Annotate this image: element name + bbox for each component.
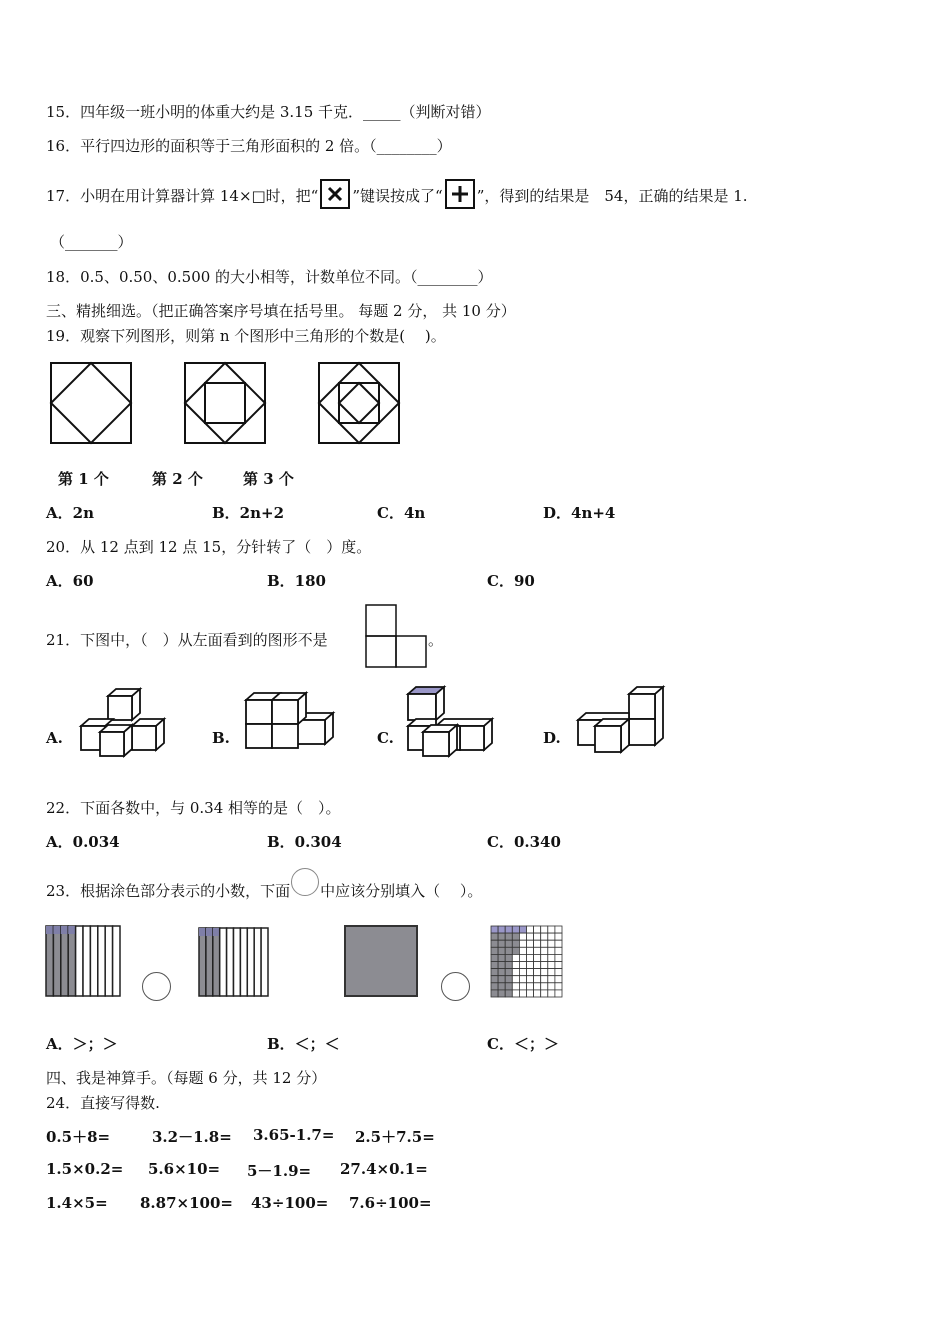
q19-option-c[interactable]: C．4n — [377, 504, 426, 522]
figure-3-diagram — [318, 362, 400, 444]
grid-cell — [548, 947, 555, 954]
calc-item: 5.6×10= — [148, 1160, 221, 1178]
grid-cell — [548, 940, 555, 947]
strip-cell — [68, 926, 75, 996]
grid-cell — [505, 976, 512, 983]
left-view-shape-diagram — [365, 604, 427, 668]
grid-cell — [534, 940, 541, 947]
strip-cell — [46, 926, 53, 996]
strip-top-tint — [213, 928, 220, 936]
compare-circle-1[interactable] — [142, 972, 171, 1001]
grid-cell — [505, 990, 512, 997]
q19-option-a[interactable]: A．2n — [46, 504, 94, 522]
grid-cell — [519, 969, 526, 976]
grid-cell — [527, 940, 534, 947]
grid-cell — [505, 969, 512, 976]
q22-option-b[interactable]: B．0.304 — [267, 833, 342, 851]
grid-cell — [519, 954, 526, 961]
grid-cell — [541, 990, 548, 997]
grid-cell — [519, 983, 526, 990]
grid-cell — [491, 947, 498, 954]
grid-cell — [505, 954, 512, 961]
grid-cell — [498, 933, 505, 940]
q21-option-d-cubes — [577, 686, 669, 758]
grid-cell — [519, 926, 526, 933]
grid-cell — [534, 962, 541, 969]
strip-cell — [61, 926, 68, 996]
grid-cell — [498, 976, 505, 983]
grid-cell — [555, 926, 562, 933]
grid-cell — [498, 962, 505, 969]
grid-cell — [555, 990, 562, 997]
strip-cell — [261, 928, 268, 996]
grid-cell — [527, 954, 534, 961]
strip-cell — [247, 928, 254, 996]
calc-item: 2.5＋7.5= — [355, 1128, 435, 1146]
q21-option-a-label[interactable]: A. — [46, 729, 63, 747]
grid-cell — [519, 962, 526, 969]
q21-option-b-label[interactable]: B. — [212, 729, 230, 747]
question-21-end: 。 — [428, 631, 444, 649]
grid-cell — [534, 990, 541, 997]
grid-cell — [548, 976, 555, 983]
question-17-part2: ”键误按成了“ — [352, 187, 443, 205]
grid-cell — [548, 954, 555, 961]
grid-cell — [491, 926, 498, 933]
grid-cell — [527, 969, 534, 976]
grid-cell — [548, 926, 555, 933]
question-17-part1: 17．小明在用计算器计算 14×□时，把“ — [46, 187, 319, 205]
strip-cell — [105, 926, 112, 996]
grid-cell — [548, 969, 555, 976]
shaded-square-figure-3 — [344, 925, 418, 997]
grid-cell — [541, 926, 548, 933]
grid-cell — [512, 962, 519, 969]
grid-cell — [541, 976, 548, 983]
section-4-title: 四、我是神算手。（每题 6 分，共 12 分） — [46, 1069, 327, 1087]
question-18: 18．0.5、0.50、0.500 的大小相等，计数单位不同。（________） — [46, 268, 493, 286]
grid-cell — [519, 940, 526, 947]
grid-cell — [491, 954, 498, 961]
strip-cell — [234, 928, 241, 996]
strip-cell — [83, 926, 90, 996]
question-17-blank: （_______） — [50, 233, 133, 251]
grid-cell — [527, 983, 534, 990]
grid-cell — [534, 969, 541, 976]
grid-cell — [527, 990, 534, 997]
calc-item: 0.5＋8= — [46, 1128, 111, 1146]
strip-cell — [254, 928, 261, 996]
grid-cell — [498, 947, 505, 954]
q20-option-c[interactable]: C．90 — [487, 572, 535, 590]
q21-option-d-label[interactable]: D. — [543, 729, 561, 747]
grid-cell — [541, 969, 548, 976]
figure-3-caption: 第 3 个 — [243, 470, 294, 488]
grid-cell — [548, 990, 555, 997]
grid-cell — [548, 933, 555, 940]
question-23-stem-b: 中应该分别填入（ ）。 — [320, 882, 483, 900]
question-17 — [46, 182, 748, 212]
grid-cell — [491, 969, 498, 976]
question-23-stem-a: 23．根据涂色部分表示的小数，下面 — [46, 882, 291, 900]
calc-item: 27.4×0.1= — [340, 1160, 428, 1178]
grid-cell — [491, 983, 498, 990]
grid-cell — [519, 947, 526, 954]
calc-item: 1.5×0.2= — [46, 1160, 124, 1178]
q22-option-c[interactable]: C．0.340 — [487, 833, 561, 851]
q22-option-a[interactable]: A．0.034 — [46, 833, 120, 851]
strip-cell — [53, 926, 60, 996]
grid-cell — [555, 969, 562, 976]
grid-cell — [498, 990, 505, 997]
calc-item: 3.65-1.7= — [253, 1126, 335, 1144]
strip-cell — [213, 928, 220, 996]
grid-cell — [527, 926, 534, 933]
strip-cell — [240, 928, 247, 996]
shaded-strips-figure-1 — [45, 925, 121, 997]
strip-cell — [199, 928, 206, 996]
grid-cell — [498, 940, 505, 947]
strip-cell — [227, 928, 234, 996]
figure-2-diagram — [184, 362, 266, 444]
grid-cell — [534, 983, 541, 990]
grid-cell — [541, 947, 548, 954]
grid-cell — [512, 947, 519, 954]
grid-cell — [527, 933, 534, 940]
question-20-stem: 20．从 12 点到 12 点 15，分针转了（ ）度。 — [46, 538, 372, 556]
grid-cell — [555, 933, 562, 940]
grid-cell — [555, 962, 562, 969]
grid-cell — [555, 947, 562, 954]
calc-item: 1.4×5= — [46, 1194, 108, 1212]
grid-cell — [541, 940, 548, 947]
q19-option-d[interactable]: D．4n+4 — [543, 504, 616, 522]
grid-cell — [505, 983, 512, 990]
q19-option-b[interactable]: B．2n+2 — [212, 504, 285, 522]
grid-cell — [541, 954, 548, 961]
grid-cell — [534, 976, 541, 983]
grid-cell — [491, 933, 498, 940]
section-3-title: 三、精挑细选。（把正确答案序号填在括号里。 每题 2 分， 共 10 分） — [46, 302, 516, 320]
grid-cell — [505, 926, 512, 933]
grid-cell — [534, 954, 541, 961]
grid-cell — [541, 933, 548, 940]
strip-top-tint — [206, 928, 213, 936]
grid-cell — [512, 976, 519, 983]
grid-cell — [519, 933, 526, 940]
grid-cell — [491, 940, 498, 947]
grid-cell — [519, 990, 526, 997]
strip-cell — [220, 928, 227, 996]
question-16: 16．平行四边形的面积等于三角形面积的 2 倍。（________） — [46, 137, 452, 155]
grid-cell — [498, 969, 505, 976]
calc-item: 7.6÷100= — [349, 1194, 432, 1212]
grid-cell — [512, 983, 519, 990]
grid-cell — [498, 983, 505, 990]
grid-cell — [534, 926, 541, 933]
blank-circle-icon — [291, 868, 319, 896]
calc-item: 8.87×100= — [140, 1194, 233, 1212]
question-22-stem: 22．下面各数中，与 0.34 相等的是（ ）。 — [46, 799, 341, 817]
strip-cell — [113, 926, 120, 996]
strip-top-tint — [46, 926, 53, 934]
grid-cell — [555, 976, 562, 983]
grid-cell — [519, 976, 526, 983]
figure-1-caption: 第 1 个 — [58, 470, 109, 488]
q20-option-b[interactable]: B．180 — [267, 572, 326, 590]
calc-item: 5－1.9= — [247, 1162, 312, 1180]
grid-cell — [555, 940, 562, 947]
q21-option-b-cubes — [245, 692, 337, 752]
grid-cell — [512, 969, 519, 976]
strip-top-tint — [61, 926, 68, 934]
question-19-stem: 19．观察下列图形，则第 n 个图形中三角形的个数是( )。 — [46, 327, 446, 345]
shaded-grid-figure-4 — [490, 925, 563, 997]
strip-top-tint — [53, 926, 60, 934]
grid-cell — [555, 983, 562, 990]
q21-option-a-cubes — [80, 688, 170, 758]
grid-cell — [527, 976, 534, 983]
grid-cell — [512, 954, 519, 961]
grid-cell — [505, 940, 512, 947]
q21-option-c-cubes — [405, 686, 497, 756]
q23-option-c[interactable]: C．＜；＞ — [487, 1035, 559, 1053]
figure-2-caption: 第 2 个 — [152, 470, 203, 488]
grid-cell — [512, 926, 519, 933]
grid-cell — [555, 954, 562, 961]
grid-cell — [512, 940, 519, 947]
grid-cell — [527, 947, 534, 954]
q20-option-a[interactable]: A．60 — [46, 572, 94, 590]
grid-cell — [505, 962, 512, 969]
grid-cell — [512, 933, 519, 940]
strip-cell — [90, 926, 97, 996]
strip-top-tint — [68, 926, 75, 934]
grid-cell — [548, 962, 555, 969]
grid-cell — [491, 976, 498, 983]
multiply-key-icon — [320, 179, 350, 209]
question-21-stem: 21．下图中，（ ）从左面看到的图形不是 — [46, 631, 328, 649]
grid-cell — [527, 962, 534, 969]
strip-cell — [206, 928, 213, 996]
shaded-strips-figure-2 — [198, 927, 269, 997]
strip-top-tint — [199, 928, 206, 936]
grid-cell — [534, 933, 541, 940]
plus-key-icon — [445, 179, 475, 209]
grid-cell — [491, 990, 498, 997]
grid-cell — [505, 933, 512, 940]
question-17-part3: ”，得到的结果是 54，正确的结果是 1. — [476, 187, 748, 205]
grid-cell — [548, 983, 555, 990]
question-23-stem — [46, 878, 482, 906]
grid-cell — [498, 926, 505, 933]
q21-option-c-label[interactable]: C. — [377, 729, 394, 747]
strip-cell — [76, 926, 83, 996]
grid-cell — [512, 990, 519, 997]
grid-cell — [541, 983, 548, 990]
calc-item: 43÷100= — [251, 1194, 329, 1212]
grid-cell — [498, 954, 505, 961]
strip-cell — [98, 926, 105, 996]
calc-item: 3.2－1.8= — [152, 1128, 232, 1146]
grid-cell — [505, 947, 512, 954]
question-24-stem: 24．直接写得数. — [46, 1094, 160, 1112]
grid-cell — [534, 947, 541, 954]
figure-1-diagram — [50, 362, 132, 444]
grid-cell — [541, 962, 548, 969]
question-15: 15．四年级一班小明的体重大约是 3.15 千克．_____（判断对错） — [46, 103, 491, 121]
q23-option-a[interactable]: A．＞；＞ — [46, 1035, 118, 1053]
compare-circle-2[interactable] — [441, 972, 470, 1001]
grid-cell — [491, 962, 498, 969]
q23-option-b[interactable]: B．＜；＜ — [267, 1035, 340, 1053]
